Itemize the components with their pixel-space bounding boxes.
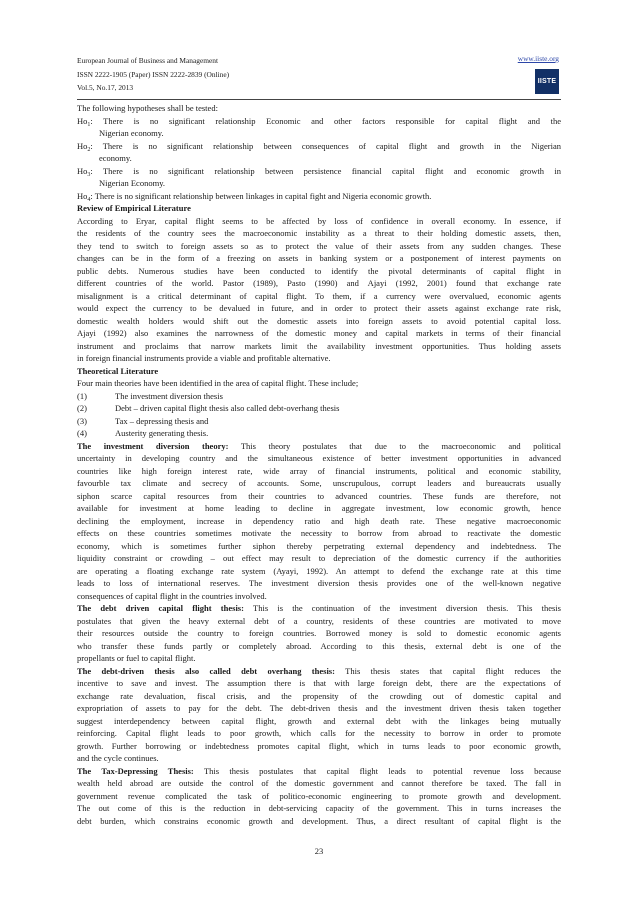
body-line <box>77 777 561 790</box>
list-item <box>77 415 561 428</box>
line-text: Nigerian Economy. <box>99 178 166 188</box>
body-line <box>77 752 561 765</box>
line-text: : There is no significant relationship between consequences of capital flight and growth in the Nigerian <box>90 140 561 151</box>
line-text: available for investment at home leading to decline in aggregate investment, low economic growth, hence <box>77 503 561 513</box>
body-line <box>77 240 561 253</box>
line-text: Nigerian economy. <box>99 128 164 138</box>
body-line <box>77 552 561 565</box>
body-line <box>77 740 561 753</box>
list-item <box>77 427 561 440</box>
body-line <box>77 615 561 628</box>
line-text: This thesis postulates that capital flight leads to potential revenue loss because <box>193 765 561 776</box>
line-text: expropriation of assets to pay for the debt. The debt-driven thesis and the investment driven thesis taken together <box>77 703 561 713</box>
article-body <box>77 102 561 827</box>
section-heading: Review of Empirical Literature <box>77 203 191 213</box>
line-text: propellants or fuel to capital flight. <box>77 653 196 663</box>
line-text: different countries of the world. Pastor (1989), Pasto (1990) and Ajayi (1992, 2001) found that exchange rate <box>77 278 561 288</box>
body-line <box>77 327 561 340</box>
line-text: : There is no significant relationship between persistence financial capital flight and economic growth in <box>90 165 561 176</box>
body-line <box>77 440 561 453</box>
line-text: Four main theories have been identified in the area of capital flight. These include; <box>77 378 359 388</box>
body-line <box>77 315 561 328</box>
list-item <box>77 402 561 415</box>
line-text: : There is no significant relationship Economic and other factors responsible for capital flight and the <box>90 115 561 126</box>
line-text: The investment diversion thesis <box>115 390 223 401</box>
volume-line: Vol.5, No.17, 2013 <box>77 83 134 92</box>
line-text: debt burden, which constrains economic growth and development. Thus, a direct resultant of capital flight is the <box>77 815 561 826</box>
line-text: they tend to switch to foreign assets so as to protect the value of their assets from any sudden changes. These <box>77 240 561 251</box>
line-text: declining the employment, increase in dependency ratio and high death rate. These negative macroeconomic <box>77 515 561 526</box>
line-text: their resources outside the country to foreign countries. Borrowed money is sold to domestic economic agents <box>77 628 561 638</box>
line-text: favourble tax climate and secrecy of accounts. Some, unscrupulous, corrupt leaders and bureaucrats usually <box>77 478 561 488</box>
body-line <box>77 465 561 478</box>
body-line <box>77 727 561 740</box>
line-text: Debt – driven capital flight thesis also called debt-overhang thesis <box>115 403 340 413</box>
line-text: This theory postulates that due to the macroeconomic and political <box>228 440 561 451</box>
hypothesis-line: $Ho_4$: There is no significant relationship between linkages in capital fight and Nigeria economic growth. <box>77 190 432 203</box>
line-text: economy, which is sometimes further siphon thereby perpetrating external dependency and indebtedness. The <box>77 540 561 551</box>
paragraph-lead-heading: The investment diversion theory: <box>77 440 229 451</box>
line-text: liquidity constraint or crowding – out effect may result to depreciation of the domestic currency if the authorities <box>77 553 561 563</box>
list-item <box>77 390 561 403</box>
list-item-number: (4) <box>77 428 87 438</box>
line-text: incentive to save and invest. The assumption there is that with large foreign debt, there are the expectations of <box>77 678 561 688</box>
body-line <box>77 627 561 640</box>
body-line <box>77 715 561 728</box>
section-heading-line <box>77 365 561 378</box>
line-text: government revenue complicated the task of politico-economic engineering to promote growth and development. <box>77 790 561 801</box>
body-line <box>77 265 561 278</box>
body-line <box>77 565 561 578</box>
line-text: Tax – depressing thesis and <box>115 415 209 426</box>
body-line <box>77 640 561 653</box>
paragraph-lead-heading: The Tax-Depressing Thesis: <box>77 765 194 776</box>
body-line <box>77 602 561 615</box>
line-text: postulates that given the heavy external debt of a country, residents of these countries are motivated to move <box>77 615 561 626</box>
hypothesis-line: $Ho_1$: There is no significant relationship Economic and other factors responsible for capital flight and the <box>77 115 561 127</box>
section-heading-line <box>77 202 561 215</box>
line-text: are operating a floating exchange rate system (Ayayi, 1992). An attempt to defend the exchange rate at this time <box>77 565 561 576</box>
body-line <box>77 690 561 703</box>
body-line <box>77 102 561 115</box>
body-line <box>77 540 561 553</box>
body-line <box>77 215 561 228</box>
body-line <box>77 477 561 490</box>
paragraph-lead-heading: The debt driven capital flight thesis: <box>77 603 244 613</box>
body-line <box>77 352 561 365</box>
body-line <box>77 702 561 715</box>
body-line <box>77 527 561 540</box>
body-line <box>77 227 561 240</box>
list-item-number: (1) <box>77 390 87 401</box>
journal-name: European Journal of Business and Management <box>77 56 219 65</box>
line-text: and the cycle continues. <box>77 753 159 763</box>
hypothesis-line: $Ho_3$: There is no significant relationship between persistence financial capital flight and economic growth in <box>77 165 561 177</box>
hypothesis-subscript: 4 <box>87 196 91 203</box>
line-text: effects on these countries sometimes motivate the necessity to borrow from abroad to reactivate the domestic <box>77 528 561 538</box>
line-text: who transfer these funds partly or completely abroad. According to this thesis, external debt is one of the <box>77 640 561 651</box>
iiste-logo: IISTE <box>535 69 559 94</box>
body-line <box>77 452 561 465</box>
body-line <box>77 377 561 390</box>
body-line <box>77 577 561 590</box>
issn-line: ISSN 2222-1905 (Paper) ISSN 2222-2839 (Online) <box>77 69 230 79</box>
line-text: siphon scarce capital resources from their countries to advanced countries. These funds are therefore, not <box>77 490 561 501</box>
line-text: : There is no significant relationship between linkages in capital fight and Nigeria economic growth. <box>90 190 432 201</box>
line-text: growth. Further borrowing or indebtedness promotes capital flight, which in turns leads to poor economic growth, <box>77 740 561 751</box>
body-line <box>77 502 561 515</box>
body-line <box>77 127 561 140</box>
line-text: changes can be in the form of a freezing on assets in banking system or a postponement of interest payments on <box>77 253 561 263</box>
hypothesis-subscript: 2 <box>87 146 91 152</box>
body-line <box>77 302 561 315</box>
line-text: Austerity generating thesis. <box>115 428 209 438</box>
line-text: This thesis states that capital flight reduces the <box>334 665 561 676</box>
body-line <box>77 652 561 665</box>
body-text <box>77 102 561 827</box>
line-text: Ajayi (1992) also examines the narrowness of the domestic money and capital markets in terms of their financial <box>77 328 561 338</box>
line-text: domestic wealth holders would shift out the domestic assets into foreign assets to avoid potential capital loss. <box>77 315 561 326</box>
hypothesis-subscript: 3 <box>87 171 91 177</box>
line-text: public debts. Numerous studies have been conducted to identify the pivotal determinants of capital flight in <box>77 265 561 276</box>
body-line <box>77 277 561 290</box>
line-text: uncertainty in developing country and the simultaneous existence of better investment opportunities in advanced <box>77 453 561 463</box>
line-text: exchange rate devaluation, fiscal crisis, and the propensity of the crowding out of domestic capital and <box>77 690 561 701</box>
body-line <box>77 802 561 815</box>
line-text: would expect the currency to be devalued in future, and in order to protect their assets against exchange rate risk, <box>77 303 561 313</box>
list-item-number: (2) <box>77 403 87 413</box>
page-header <box>77 54 561 98</box>
line-text: misalignment is a critical determinant of capital flight. To them, if a currency were overvalued, economic agents <box>77 290 561 301</box>
page-number: 23 <box>314 846 324 856</box>
body-line <box>77 815 561 828</box>
list-item-number: (3) <box>77 415 87 426</box>
line-text: suggest interdependency between capital flight, growth and external debt with the linkages being mutually <box>77 715 561 726</box>
journal-url-link[interactable]: www.iiste.org <box>517 54 559 63</box>
line-text: consequences of capital flight in the countries involved. <box>77 590 267 601</box>
header-rule <box>77 99 561 100</box>
line-text: leads to loss of international reserves. The investment diversion thesis provides one of the well-known negative <box>77 578 561 588</box>
paragraph-lead-heading: The debt-driven thesis also called debt overhang thesis: <box>77 665 335 676</box>
section-heading: Theoretical Literature <box>77 365 159 376</box>
hypothesis-line: $Ho_2$: There is no significant relationship between consequences of capital flight and growth in the Nigerian <box>77 140 561 152</box>
line-text: This is the continuation of the investment diversion thesis. This thesis <box>243 603 561 613</box>
body-line <box>77 252 561 265</box>
body-line <box>77 665 561 678</box>
body-line <box>77 490 561 503</box>
body-line <box>77 177 561 190</box>
body-line <box>77 590 561 603</box>
line-text: economy. <box>99 153 132 163</box>
body-line <box>77 340 561 353</box>
line-text: instrument and proclaims that narrow markets limit the availability investment opportunities. Thus holding assets <box>77 340 561 351</box>
line-text: wealth held abroad are outside the control of the domestic government and cannot therefore be taxed. The fall in <box>77 778 561 788</box>
body-line <box>77 515 561 528</box>
body-line <box>77 765 561 778</box>
line-text: countries like high foreign interest rate, wide array of financial instruments, political and economic stability, <box>77 465 561 476</box>
line-text: According to Eryar, capital flight seems to be affected by loss of confidence in overall economy. In essence, if <box>77 215 561 226</box>
body-line <box>77 677 561 690</box>
hypothesis-subscript: 1 <box>87 121 91 127</box>
body-line <box>77 152 561 165</box>
line-text: reinforcing. Capital flight leads to poor growth, which calls for the necessity to borrow in order to promote <box>77 728 561 738</box>
line-text: The out come of this is the reduction in debt-servicing capacity of the government. This in turns increases the <box>77 803 561 813</box>
line-text: The following hypotheses shall be tested: <box>77 103 218 113</box>
line-text: in foreign financial instruments provide a viable and profitable alternative. <box>77 353 331 363</box>
body-line <box>77 790 561 803</box>
line-text: the residents of the country sees the macroeconomic instability as a threat to their holding domestic assets, then, <box>77 228 561 238</box>
body-line <box>77 290 561 303</box>
